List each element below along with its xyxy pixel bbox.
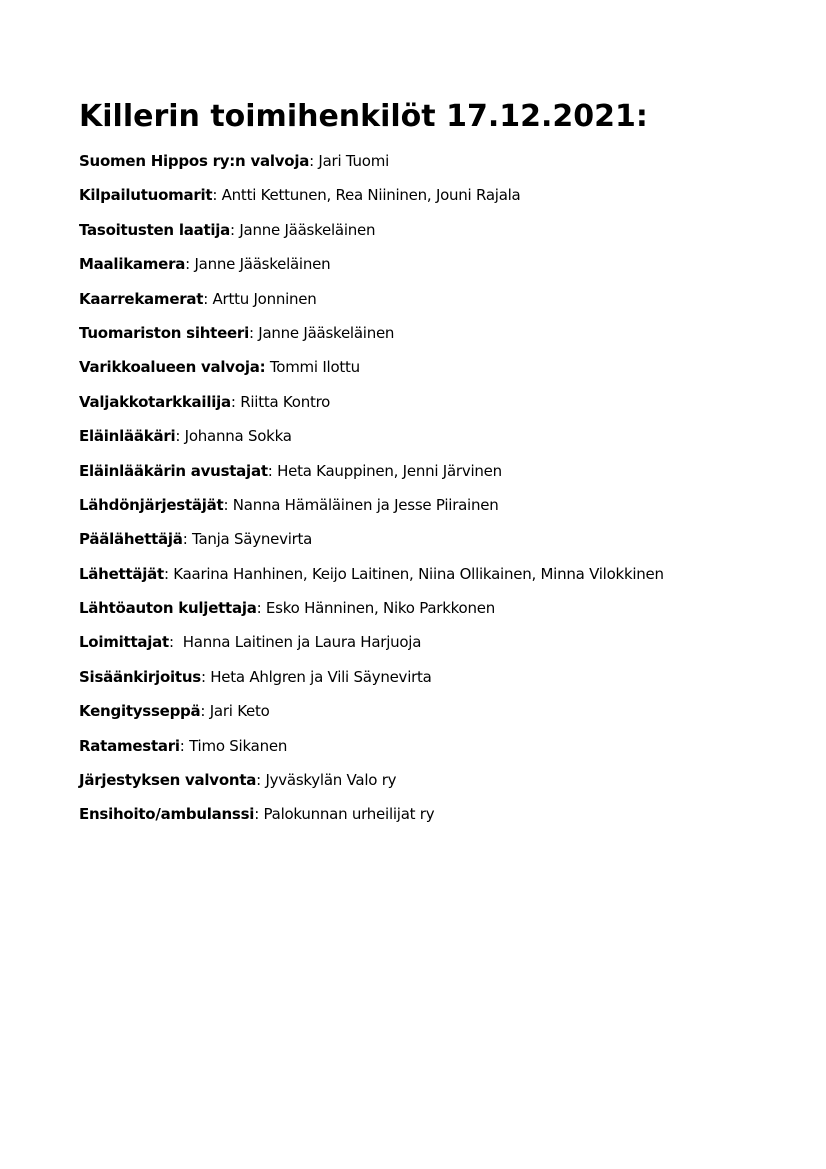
person-names: : Timo Sikanen [179,736,288,755]
person-names: : Esko Hänninen, Niko Parkkonen [256,599,495,618]
staff-row [79,564,664,598]
role-label: Ensihoito/ambulanssi [79,805,255,824]
person-names: : Heta Kauppinen, Jenni Järvinen [267,461,502,480]
role-label: Lähdönjärjestäjät [79,495,224,514]
person-names: : Hanna Laitinen ja Laura Harjuoja [168,633,422,652]
staff-row [79,185,664,219]
role-label: Lähettäjät [79,564,164,583]
person-names: : Kaarina Hanhinen, Keijo Laitinen, Niina Ollikainen, Minna Vilokkinen [163,564,664,583]
staff-row [79,461,664,495]
person-names: Tommi Ilottu [265,358,360,377]
staff-row [79,804,664,838]
staff-row [79,495,664,529]
role-label: Sisäänkirjoitus [79,667,201,686]
person-names: : Arttu Jonninen [203,289,317,308]
role-label: Eläinlääkäri [79,427,176,446]
role-label: Suomen Hippos ry:n valvoja [79,152,310,170]
role-label: Lähtöauton kuljettaja [79,599,257,618]
staff-row [79,598,664,632]
staff-row [79,151,664,185]
person-names: : Palokunnan urheilijat ry [254,805,435,824]
staff-row [79,220,664,254]
role-label: Kilpailutuomarit [79,186,213,205]
role-label: Loimittajat [79,633,169,652]
role-label: Ratamestari [79,736,180,755]
person-names: : Antti Kettunen, Rea Niininen, Jouni Rajala [212,186,521,205]
staff-row [79,701,664,735]
person-names: : Riitta Kontro [230,392,331,411]
role-label: Eläinlääkärin avustajat [79,461,268,480]
role-label: Varikkoalueen valvoja: [79,358,266,377]
staff-row [79,254,664,288]
staff-row [79,323,664,357]
staff-row [79,392,664,426]
person-names: : Janne Jääskeläinen [230,220,376,239]
person-names: : Janne Jääskeläinen [185,255,331,274]
staff-row [79,289,664,323]
staff-row [79,357,664,391]
person-names: : Janne Jääskeläinen [248,323,395,342]
person-names: : Heta Ahlgren ja Vili Säynevirta [200,667,432,686]
person-names: : Tanja Säynevirta [182,530,313,549]
role-label: Päälähettäjä [79,530,183,549]
role-label: Kaarrekamerat [79,289,204,308]
role-label: Maalikamera [79,255,186,274]
person-names: : Jyväskylän Valo ry [256,771,397,790]
person-names: : Jari Tuomi [309,152,389,170]
person-names: : Johanna Sokka [175,427,292,446]
staff-list [79,151,664,839]
staff-row [79,426,664,460]
role-label: Tasoitusten laatija [79,220,231,239]
person-names: : Nanna Hämäläinen ja Jesse Piirainen [223,495,499,514]
role-label: Valjakkotarkkailija [79,392,231,411]
staff-row [79,667,664,701]
staff-row [79,736,664,770]
page-title: Killerin toimihenkilöt 17.12.2021: [79,99,648,134]
staff-row [79,529,664,563]
staff-row [79,632,664,666]
staff-row [79,770,664,804]
person-names: : Jari Keto [200,702,270,721]
role-label: Kengitysseppä [79,702,201,721]
role-label: Järjestyksen valvonta [79,771,257,790]
role-label: Tuomariston sihteeri [79,323,249,342]
